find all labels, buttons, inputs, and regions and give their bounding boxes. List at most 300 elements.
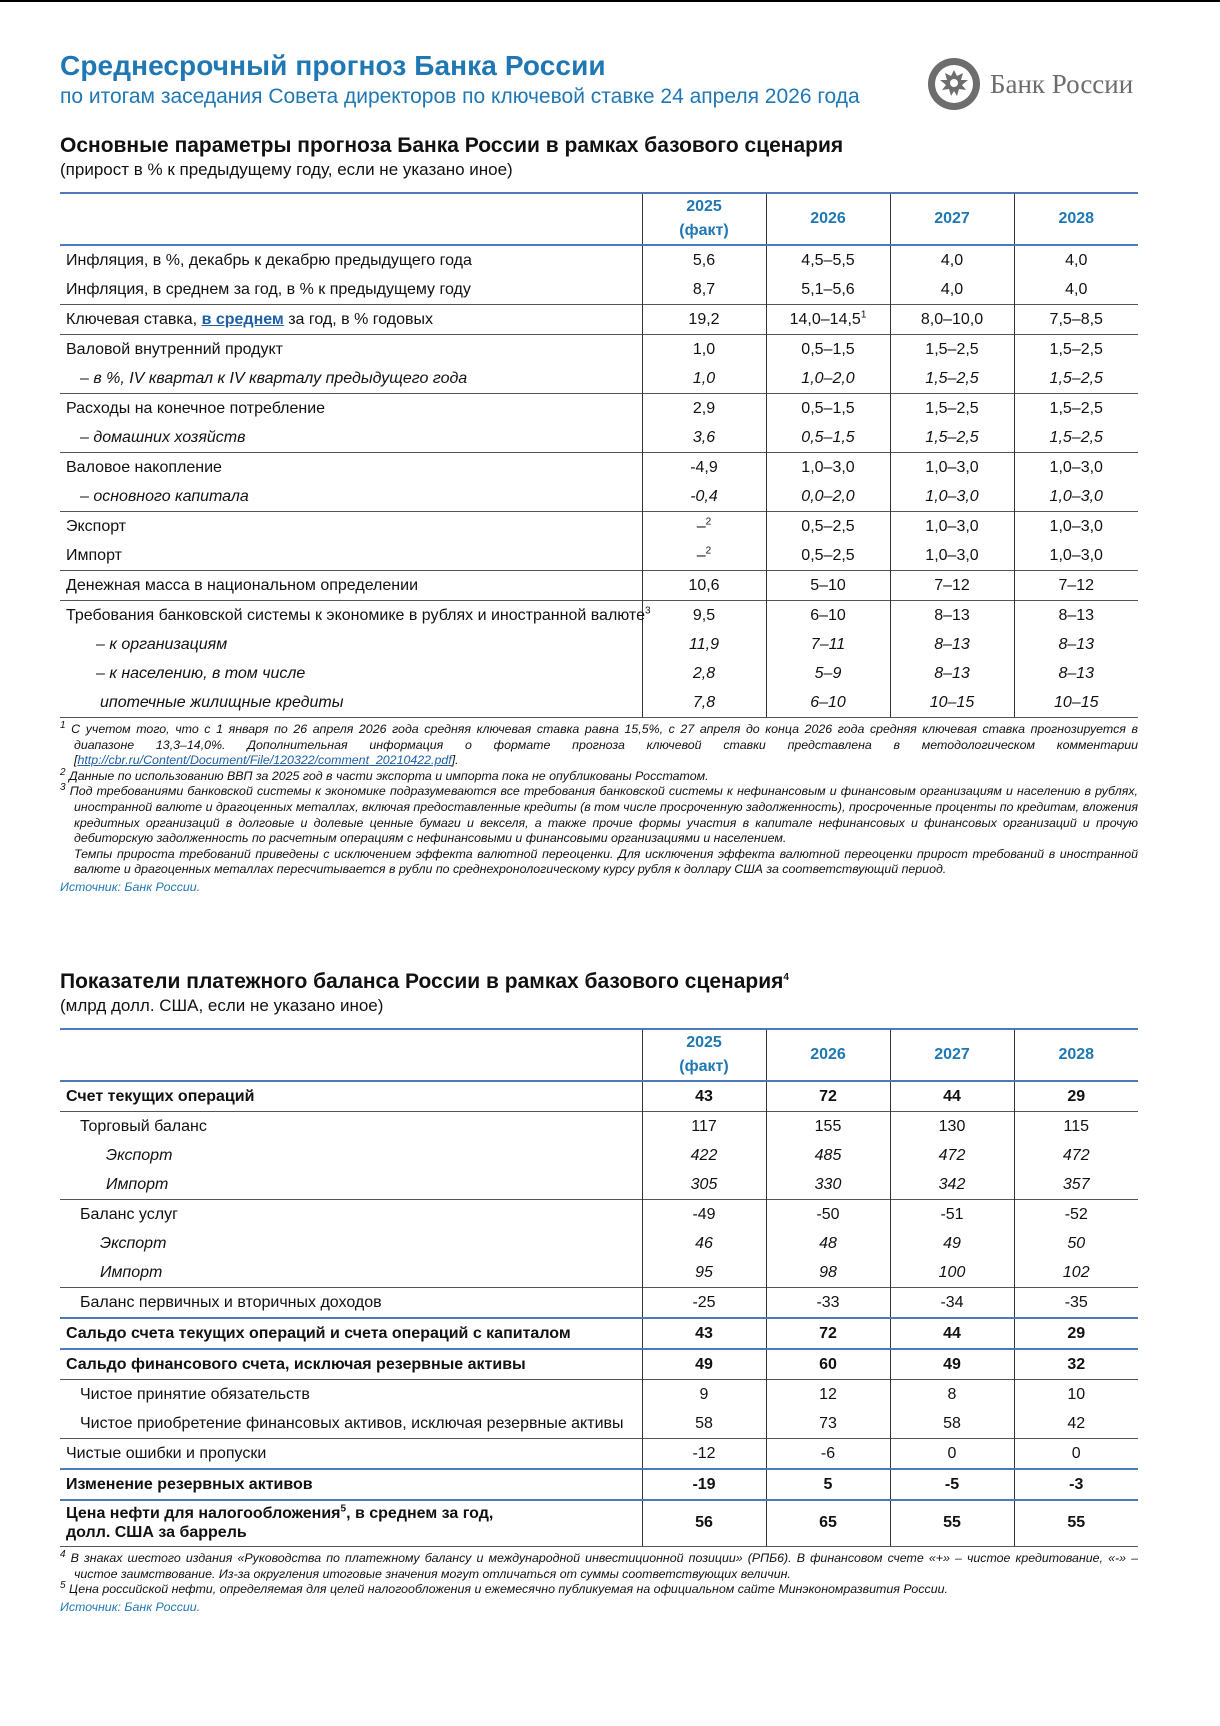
cell-text: 1,0–3,0	[1049, 546, 1103, 564]
cell-text: 1,0–3,0	[1049, 458, 1103, 476]
footnote-3b	[60, 847, 1138, 878]
cell-value: 43	[642, 1081, 766, 1112]
cell-value: 72	[766, 1081, 890, 1112]
table2-footnotes	[60, 1548, 1138, 1615]
cell-value	[642, 453, 766, 483]
row-label	[60, 1112, 642, 1142]
cell-value	[766, 512, 890, 542]
row-label-text: Расходы на конечное потребление	[66, 399, 326, 417]
cell-value	[890, 659, 1014, 688]
cell-value	[766, 541, 890, 571]
row-label	[60, 335, 642, 365]
row-label	[60, 1380, 642, 1410]
cell-value	[890, 601, 1014, 631]
row-label-text: Требования банковской системы к экономике в рублях и иностранной валюте	[66, 606, 645, 624]
cell-value: 73	[766, 1409, 890, 1439]
row-label	[60, 571, 642, 601]
cell-text: 1,5–2,5	[1049, 340, 1103, 358]
cell-value	[766, 630, 890, 659]
row-label-text: Импорт	[106, 1175, 169, 1193]
table-header-row	[60, 1029, 1138, 1081]
cell-text: 5,6	[692, 251, 716, 269]
cell-value: -35	[1014, 1288, 1138, 1319]
row-label	[60, 1439, 642, 1470]
top-border	[0, 0, 1220, 2]
col-header-text: 2025 (факт)	[679, 1034, 729, 1075]
row-label-text: Изменение резервных активов	[66, 1475, 313, 1493]
table-row	[60, 1081, 1138, 1112]
row-label-text: – в %, IV квартал к IV кварталу предыдущего года	[80, 369, 468, 387]
table-row	[60, 305, 1138, 335]
cell-value: -50	[766, 1200, 890, 1230]
cell-text: 7–11	[810, 635, 846, 653]
average-link[interactable]: в среднем	[201, 310, 284, 328]
table-row	[60, 1380, 1138, 1410]
row-label	[60, 1200, 642, 1230]
row-label	[60, 305, 642, 335]
cell-value: 155	[766, 1112, 890, 1142]
row-label	[60, 1229, 642, 1258]
cell-text: 4,0	[1065, 280, 1088, 298]
cell-value: -52	[1014, 1200, 1138, 1230]
cell-value	[890, 630, 1014, 659]
cell-text: 1,0	[692, 369, 716, 387]
cell-value: -19	[642, 1469, 766, 1500]
row-label-text: за год, в % годовых	[283, 310, 434, 328]
forecast-table	[60, 192, 1138, 718]
cell-value	[642, 512, 766, 542]
cell-value: -5	[890, 1469, 1014, 1500]
cell-text: 11,9	[689, 635, 719, 653]
table1-source: Источник: Банк России.	[60, 879, 201, 894]
cell-value	[890, 453, 1014, 483]
cell-value	[1014, 453, 1138, 483]
table-row	[60, 630, 1138, 659]
cell-text: 19,2	[688, 310, 720, 328]
table-row	[60, 1349, 1138, 1380]
footnote-1: $^1$ С учетом того, что с 1 января по 26 апреля 2026 года средняя ключевая ставка равна 15,5%, с 27 апреля до конца 2026 года средняя ключевая ставка прогнозируется в диапазоне 13,3–14,0%. Дополнительная информация о формате прогноза ключевой ставки представлена в методологическом комментарии [http://cbr.ru/Content/Document/File/120322/comment_20210422.pdf].	[60, 719, 1138, 768]
cell-value	[1014, 423, 1138, 453]
row-label	[60, 541, 642, 571]
row-label-text: Чистое принятие обязательств	[80, 1385, 310, 1403]
eagle-emblem-icon	[928, 58, 980, 110]
row-label	[60, 1469, 642, 1500]
cell-value	[642, 335, 766, 365]
table-row	[60, 1500, 1138, 1546]
cell-value: 485	[766, 1141, 890, 1170]
cell-value	[766, 275, 890, 305]
table-row	[60, 1170, 1138, 1200]
cell-value: 49	[642, 1349, 766, 1380]
row-label	[60, 364, 642, 394]
row-label-text: Экспорт	[106, 1146, 173, 1164]
footnote-1-text: С учетом того, что с 1 января по 26 апреля 2026 года средняя ключевая ставка равна 15,5%, с 27 апреля до конца 2026 года средняя ключевая ставка прогнозируется в диапазоне 13,3–14,0%. Дополнительная информация о формате прогноза ключевой ставки представлена в методологическом комментарии [	[71, 722, 1138, 768]
cell-value: 55	[1014, 1500, 1138, 1546]
cell-value: 58	[642, 1409, 766, 1439]
footnote-ref: 1	[860, 309, 867, 321]
cell-value	[1014, 245, 1138, 275]
cell-value	[766, 335, 890, 365]
cell-value	[1014, 630, 1138, 659]
footnote-ref: 5	[340, 1503, 347, 1515]
cell-value	[642, 482, 766, 512]
row-label-text: Денежная масса в национальном определении	[66, 576, 418, 594]
cell-value	[890, 541, 1014, 571]
table-row	[60, 601, 1138, 631]
table1-footnotes	[60, 719, 1138, 896]
cell-text: 8–13	[1058, 635, 1095, 653]
cell-value	[766, 453, 890, 483]
footnote-ref: 2	[705, 516, 712, 528]
cell-value	[642, 601, 766, 631]
cell-value	[766, 482, 890, 512]
footnote-3b-text: Темпы прироста требований приведены с исключением эффекта валютной переоценки. Для исключения эффекта валютной переоценки прирост требований в иностранной валюте и драгоценных металлах пересчитывается в рубли по среднехронологическому курсу рубля к доллару США за соответствующий период.	[73, 846, 1138, 877]
row-label-text: Сальдо финансового счета, исключая резервные активы	[66, 1355, 526, 1373]
row-label-text: Валовое накопление	[66, 458, 222, 476]
table-row	[60, 1258, 1138, 1288]
cell-value	[766, 364, 890, 394]
table-row	[60, 541, 1138, 571]
cell-value	[890, 245, 1014, 275]
cell-text: 6–10	[810, 693, 846, 711]
cell-value: 9	[642, 1380, 766, 1410]
cell-value: 72	[766, 1318, 890, 1349]
cell-text: 1,0–3,0	[925, 458, 979, 476]
cell-value	[1014, 335, 1138, 365]
table1-note: (прирост в % к предыдущему году, если не указано иное)	[60, 160, 513, 179]
cell-value	[766, 305, 890, 335]
footnote-2-text: Данные по использованию ВВП за 2025 год в части экспорта и импорта пока не опубликованы Росстатом.	[69, 768, 709, 783]
cell-text: 8,0–10,0	[920, 310, 984, 328]
cell-text: 1,0–3,0	[1049, 487, 1103, 505]
cell-value: 100	[890, 1258, 1014, 1288]
row-label	[60, 1258, 642, 1288]
cell-value: 117	[642, 1112, 766, 1142]
cell-value	[1014, 305, 1138, 335]
cell-value: 8	[890, 1380, 1014, 1410]
cell-value: 95	[642, 1258, 766, 1288]
row-label	[60, 1409, 642, 1439]
cell-text: 4,0	[1065, 251, 1088, 269]
cell-value: 357	[1014, 1170, 1138, 1200]
cell-text: 5,1–5,6	[801, 280, 855, 298]
cell-text: 7,8	[692, 693, 716, 711]
cell-text: 1,5–2,5	[925, 369, 979, 387]
cell-value: 0	[1014, 1439, 1138, 1470]
row-label	[60, 482, 642, 512]
cell-value: 98	[766, 1258, 890, 1288]
cell-text: 10–15	[1054, 693, 1099, 711]
cell-text: 1,0–3,0	[925, 546, 979, 564]
row-label	[60, 1349, 642, 1380]
cell-value	[1014, 688, 1138, 718]
row-label-text: Экспорт	[100, 1234, 167, 1252]
cell-text: 10,6	[688, 576, 720, 594]
cell-text: 1,0–2,0	[801, 369, 855, 387]
row-label-text: Чистые ошибки и пропуски	[66, 1444, 267, 1462]
footnote-ref: 3	[644, 605, 651, 617]
cell-text: -0,4	[690, 487, 718, 505]
cell-value: -34	[890, 1288, 1014, 1319]
table-header-row	[60, 193, 1138, 245]
footnote-5: $^5$ Цена российской нефти, определяемая для целей налогообложения и ежемесячно публикуемая на официальном сайте Минэкономразвития России.	[60, 1580, 948, 1597]
table-row	[60, 423, 1138, 453]
cell-value: 49	[890, 1229, 1014, 1258]
row-label-text: Инфляция, в %, декабрь к декабрю предыдущего года	[66, 251, 472, 269]
cell-value	[766, 659, 890, 688]
table-row	[60, 482, 1138, 512]
row-label-text: – домашних хозяйств	[80, 428, 246, 446]
cell-value	[890, 275, 1014, 305]
table-row	[60, 245, 1138, 275]
row-label	[60, 512, 642, 542]
cell-value	[766, 245, 890, 275]
cell-value	[642, 659, 766, 688]
table-row	[60, 453, 1138, 483]
header-blank	[60, 1029, 642, 1081]
cell-value: 60	[766, 1349, 890, 1380]
col-header-2025	[642, 193, 766, 245]
cell-value	[890, 394, 1014, 424]
table-row	[60, 1409, 1138, 1439]
col-header-2027: 2027	[890, 1029, 1014, 1081]
cell-text: 8–13	[934, 635, 970, 653]
col-header-2026: 2026	[766, 193, 890, 245]
cell-text: 5–9	[814, 664, 842, 682]
cell-value: -49	[642, 1200, 766, 1230]
cell-text: 2,8	[692, 664, 716, 682]
col-header-text: 2025 (факт)	[679, 198, 729, 239]
cell-value	[1014, 394, 1138, 424]
table-row	[60, 1141, 1138, 1170]
cell-value: 55	[890, 1500, 1014, 1546]
cell-text: 1,0	[692, 340, 716, 358]
header-blank	[60, 193, 642, 245]
row-label-text: , в среднем за год,	[346, 1505, 494, 1523]
row-label	[60, 453, 642, 483]
cell-value	[1014, 659, 1138, 688]
cell-value: -12	[642, 1439, 766, 1470]
row-label-text: Торговый баланс	[80, 1117, 207, 1135]
row-label-text: Сальдо счета текущих операций и счета операций с капиталом	[66, 1324, 571, 1342]
cell-value: 48	[766, 1229, 890, 1258]
cell-value: 43	[642, 1318, 766, 1349]
cell-text: 1,0–3,0	[1049, 517, 1103, 535]
cell-text: –	[696, 546, 706, 564]
table-row	[60, 1469, 1138, 1500]
bank-logo	[928, 56, 1178, 112]
row-label	[60, 1288, 642, 1319]
page-subtitle: по итогам заседания Совета директоров по ключевой ставке 24 апреля 2026 года	[60, 85, 860, 108]
cell-value	[766, 601, 890, 631]
page-title: Среднесрочный прогноз Банка России	[60, 50, 606, 81]
cell-value: 130	[890, 1112, 1014, 1142]
cell-value: 0	[890, 1439, 1014, 1470]
cell-text: 10–15	[929, 693, 975, 711]
cell-value	[642, 541, 766, 571]
cell-value	[1014, 512, 1138, 542]
cell-text: 0,0–2,0	[801, 487, 855, 505]
cell-text: 4,5–5,5	[801, 251, 855, 269]
cell-value: -3	[1014, 1469, 1138, 1500]
cell-text: 7–12	[1058, 576, 1095, 594]
cell-text: 0,5–1,5	[801, 340, 855, 358]
cell-text: 7,5–8,5	[1049, 310, 1103, 328]
row-label	[60, 1141, 642, 1170]
footnote-1-end: ].	[451, 753, 459, 768]
cell-text: 8,7	[692, 280, 716, 298]
cell-value: -25	[642, 1288, 766, 1319]
cell-value	[642, 305, 766, 335]
row-label-text: Баланс услуг	[80, 1205, 178, 1223]
cell-value: 12	[766, 1380, 890, 1410]
cell-value: 29	[1014, 1081, 1138, 1112]
row-label-text: Импорт	[100, 1263, 163, 1281]
row-label	[60, 688, 642, 718]
cell-value: 115	[1014, 1112, 1138, 1142]
row-label	[60, 275, 642, 305]
table1-title: Основные параметры прогноза Банка России в рамках базового сценария	[60, 134, 844, 157]
cell-text: 8–13	[934, 664, 970, 682]
row-label	[60, 1500, 642, 1546]
table2-source: Источник: Банк России.	[60, 1599, 201, 1614]
cell-value	[766, 688, 890, 718]
balance-table	[60, 1028, 1138, 1547]
footnote-3-text: Под требованиями банковской системы к экономике подразумеваются все требования банковской системы к нефинансовым и финансовым организациям и населению в рублях, иностранной валюте и драгоценных металлах, включая предоставленные кредиты (в том числе просроченную задолженность), просроченные проценты по кредитам, вложения кредитных организаций в долговые и долевые ценные бумаги и векселя, а также прочие формы участия в капитале нефинансовых и финансовых организаций и прочую дебиторскую задолженность по расчетным операциям с нефинансовыми и финансовыми организациями и населением.	[69, 784, 1138, 846]
cell-text: 1,5–2,5	[925, 399, 979, 417]
cell-value	[890, 335, 1014, 365]
cell-text: 14,0–14,5	[789, 310, 861, 328]
row-label-text: Счет текущих операций	[66, 1087, 255, 1105]
row-label-text: ипотечные жилищные кредиты	[100, 693, 344, 711]
cell-value: 44	[890, 1081, 1014, 1112]
row-label	[60, 245, 642, 275]
table-row	[60, 659, 1138, 688]
row-label	[60, 394, 642, 424]
cell-text: –	[696, 517, 706, 535]
table-row	[60, 1439, 1138, 1470]
cell-value: 32	[1014, 1349, 1138, 1380]
cell-value: 29	[1014, 1318, 1138, 1349]
cell-value	[1014, 571, 1138, 601]
cell-value	[890, 512, 1014, 542]
cell-text: 7–12	[934, 576, 970, 594]
cell-value	[890, 364, 1014, 394]
cell-text: 8–13	[1058, 606, 1095, 624]
cell-text: 4,0	[940, 280, 964, 298]
cell-value	[642, 394, 766, 424]
cell-value: 65	[766, 1500, 890, 1546]
cell-text: 9,5	[692, 606, 716, 624]
cell-value	[1014, 482, 1138, 512]
cell-value: -6	[766, 1439, 890, 1470]
row-label-text: – основного капитала	[80, 487, 249, 505]
cell-value	[642, 364, 766, 394]
cell-value	[642, 423, 766, 453]
row-label	[60, 1170, 642, 1200]
col-header-2026: 2026	[766, 1029, 890, 1081]
cell-value	[642, 688, 766, 718]
cell-value: 472	[890, 1141, 1014, 1170]
cell-text: 2,9	[692, 399, 716, 417]
col-header-2028: 2028	[1014, 1029, 1138, 1081]
cell-text: 0,5–1,5	[801, 428, 855, 446]
cell-text: 0,5–2,5	[801, 546, 855, 564]
footnote-4: $^4$ В знаках шестого издания «Руководства по платежному балансу и международной инвестиционной позиции» (РПБ6). В финансовом счете «+» – чистое кредитование, «-» – чистое заимствование. Из-за округления итоговые значения могут отличаться от суммы соответствующих величин.	[60, 1548, 1138, 1581]
cell-value: -51	[890, 1200, 1014, 1230]
footnote-3: $^3$ Под требованиями банковской системы к экономике подразумеваются все требования банковской системы к нефинансовым и финансовым организациям и населению в рублях, иностранной валюте и драгоценных металлах, включая предоставленные кредиты (в том числе просроченную задолженность), просроченные проценты по кредитам, вложения кредитных организаций в долговые и долевые ценные бумаги и векселя, а также прочие формы участия в капитале нефинансовых и финансовых организаций и прочую дебиторскую задолженность по расчетным операциям с нефинансовыми и финансовыми организациями и населением.	[60, 782, 1138, 846]
row-label	[60, 659, 642, 688]
row-label	[60, 1318, 642, 1349]
cell-value	[890, 305, 1014, 335]
header	[60, 50, 920, 109]
footnote-2: $^2$ Данные по использованию ВВП за 2025 год в части экспорта и импорта пока не опубликованы Росстатом.	[60, 766, 709, 783]
cell-value	[890, 482, 1014, 512]
col-header-2027: 2027	[890, 193, 1014, 245]
cell-value: 330	[766, 1170, 890, 1200]
cell-value	[642, 630, 766, 659]
cell-text: 4,0	[940, 251, 964, 269]
table2-title-sup: 4	[783, 972, 789, 983]
cell-value	[890, 571, 1014, 601]
row-label	[60, 423, 642, 453]
cell-text: 3,6	[692, 428, 716, 446]
cell-value	[890, 423, 1014, 453]
cell-value	[642, 275, 766, 305]
table-row	[60, 335, 1138, 365]
table-row	[60, 1112, 1138, 1142]
cell-value: 49	[890, 1349, 1014, 1380]
cell-value	[642, 245, 766, 275]
cell-value: 10	[1014, 1380, 1138, 1410]
col-header-2025	[642, 1029, 766, 1081]
cell-value: 58	[890, 1409, 1014, 1439]
cell-value: 422	[642, 1141, 766, 1170]
cell-text: 1,5–2,5	[925, 340, 979, 358]
table-row	[60, 275, 1138, 305]
row-label-text: Баланс первичных и вторичных доходов	[80, 1293, 382, 1311]
methodology-link[interactable]: http://cbr.ru/Content/Document/File/120322/comment_20210422.pdf	[77, 753, 452, 768]
table2-title	[60, 970, 789, 994]
table-row	[60, 1318, 1138, 1349]
row-label-text: Ключевая ставка,	[66, 310, 202, 328]
table2-note: (млрд долл. США, если не указано иное)	[60, 996, 384, 1015]
cell-text: 1,0–3,0	[925, 487, 979, 505]
cell-value: 50	[1014, 1229, 1138, 1258]
table-row	[60, 512, 1138, 542]
table-row	[60, 1229, 1138, 1258]
cell-value	[1014, 364, 1138, 394]
cell-value: 56	[642, 1500, 766, 1546]
cell-value: 472	[1014, 1141, 1138, 1170]
cell-value: 44	[890, 1318, 1014, 1349]
row-label-text: долл. США за баррель	[66, 1524, 247, 1542]
table-row	[60, 1200, 1138, 1230]
cell-value	[766, 394, 890, 424]
cell-value	[890, 688, 1014, 718]
cell-value	[642, 571, 766, 601]
cell-text: -4,9	[690, 458, 718, 476]
cell-text: 0,5–2,5	[801, 517, 855, 535]
table-row	[60, 394, 1138, 424]
cell-value: 46	[642, 1229, 766, 1258]
cell-value	[1014, 601, 1138, 631]
cell-value: 5	[766, 1469, 890, 1500]
footnote-4-text: В знаках шестого издания «Руководства по платежному балансу и международной инвестиционной позиции» (РПБ6). В финансовом счете «+» – чистое кредитование, «-» – чистое заимствование. Из-за округления итоговые значения могут отличаться от суммы соответствующих величин.	[70, 1551, 1138, 1581]
cell-text: 1,0–3,0	[925, 517, 979, 535]
cell-text: 8–13	[934, 606, 970, 624]
row-label-text: Инфляция, в среднем за год, в % к предыдущему году	[66, 280, 471, 298]
